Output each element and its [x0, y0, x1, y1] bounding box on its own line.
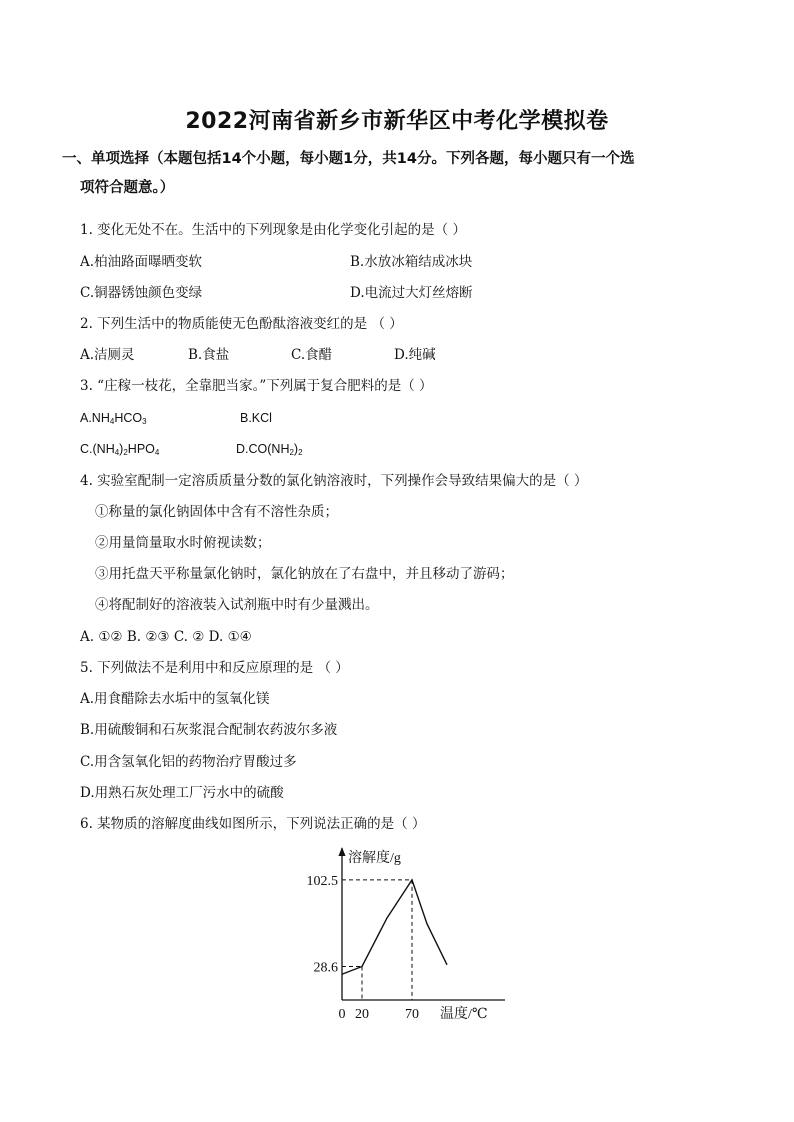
x-tick-label: 0: [338, 1007, 346, 1022]
q4-statement-1: ①称量的氯化钠固体中含有不溶性杂质；: [95, 504, 338, 520]
q1-option-a: A.柏油路面曝晒变软: [80, 254, 203, 270]
q3-option-b: B.KCl: [240, 411, 272, 425]
q4-stem: 4. 实验室配制一定溶质质量分数的氯化钠溶液时，下列操作会导致结果偏大的是（ ）: [80, 473, 588, 489]
q3-option-c: $C.(NH_4)_2HPO_4$: [80, 442, 160, 457]
q2-option-d: D.纯碱: [394, 347, 436, 363]
q5-stem: 5. 下列做法不是利用中和反应原理的是 （ ）: [80, 660, 349, 676]
q1-option-b: B.水放冰箱结成冰块: [350, 254, 473, 270]
q5-option-b: B.用硫酸铜和石灰浆混合配制农药波尔多液: [80, 722, 338, 738]
q4-statement-2: ②用量筒量取水时俯视读数；: [95, 535, 271, 551]
q3-option-d: $D.CO(NH_2)_2$: [236, 442, 303, 457]
page-title: 2022河南省新乡市新华区中考化学模拟卷: [185, 109, 609, 134]
y-tick-label: 28.6: [313, 960, 338, 976]
q4-statement-4: ④将配制好的溶液装入试剂瓶中时有少量溅出。: [95, 597, 379, 613]
solubility-curve: [342, 880, 447, 974]
q6-stem: 6. 某物质的溶解度曲线如图所示，下列说法正确的是（ ）: [80, 816, 426, 832]
section-heading-line2: 项符合题意。）: [80, 180, 175, 196]
q4-statement-3: ③用托盘天平称量氯化钠时，氯化钠放在了右盘中，并且移动了游码；: [95, 566, 514, 582]
section-heading-line1: 一、单项选择（本题包括14个小题，每小题1分，共14分。下列各题，每小题只有一个选: [62, 151, 635, 167]
q1-stem: 1. 变化无处不在。生活中的下列现象是由化学变化引起的是（ ）: [80, 222, 466, 238]
q3-option-a: $A.NH_4HCO_3$: [80, 411, 147, 426]
q1-option-d: D.电流过大灯丝熔断: [350, 285, 473, 301]
q4-options: A. ①② B. ②③ C. ② D. ①④: [80, 629, 252, 645]
x-tick-label: 20: [355, 1007, 369, 1022]
y-tick-label: 102.5: [306, 873, 338, 889]
q2-stem: 2. 下列生活中的物质能使无色酚酞溶液变红的是 （ ）: [80, 316, 403, 332]
q3-stem: 3. “庄稼一枝花，全靠肥当家。”下列属于复合肥料的是（ ）: [80, 378, 433, 394]
q1-option-c: C.铜器锈蚀颜色变绿: [80, 285, 203, 301]
q2-option-b: B.食盐: [188, 347, 230, 363]
q5-option-d: D.用熟石灰处理工厂污水中的硫酸: [80, 785, 284, 801]
q5-option-c: C.用含氢氧化铝的药物治疗胃酸过多: [80, 754, 297, 770]
q2-option-a: A.洁厕灵: [80, 347, 135, 363]
x-tick-label: 70: [405, 1007, 419, 1022]
x-axis-label: 温度/℃: [440, 1007, 488, 1022]
solubility-curve-chart: [290, 840, 510, 1030]
q5-option-a: A.用食醋除去水垢中的氢氧化镁: [80, 691, 270, 707]
y-axis-label: 溶解度/g: [348, 851, 401, 866]
q2-option-c: C.食醋: [291, 347, 333, 363]
